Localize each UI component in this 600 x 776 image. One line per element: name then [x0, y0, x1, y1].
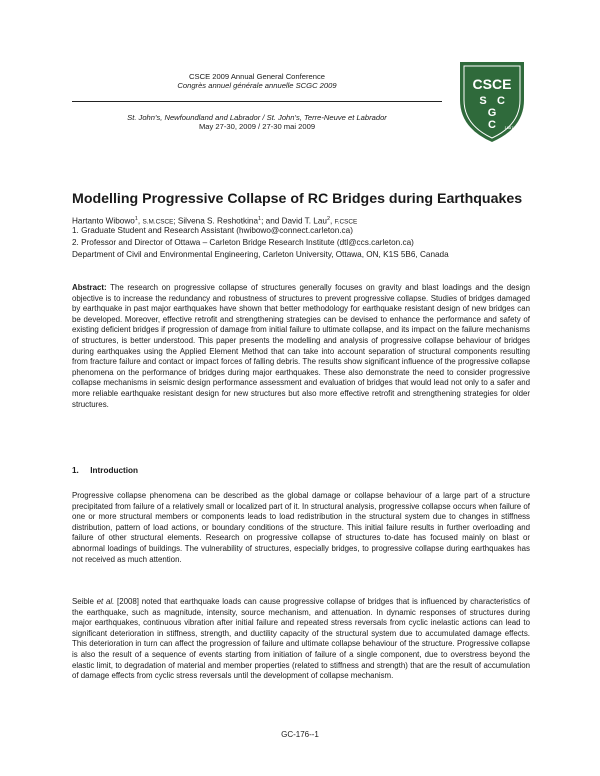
logo-year: 1887: [504, 125, 514, 130]
department: Department of Civil and Environmental Engineering, Carleton University, Ottawa, ON, K1S 5B6, Canada: [72, 250, 449, 259]
author-1-title: S.M.CSCE: [142, 218, 174, 226]
author-2-name: Silvena S. Reshotkina: [177, 216, 259, 226]
author-line: Hartanto Wibowo$^1$, S.M.CSCE; Silvena S. Reshotkina$^1$; and David T. Lau$^2$, F.CSCE: [72, 216, 358, 226]
abstract-label: Abstract:: [72, 283, 107, 292]
affiliation-1: 1. Graduate Student and Research Assistant (hwibowo@connect.carleton.ca): [72, 226, 353, 235]
intro-paragraph-1: Progressive collapse phenomena can be described as the global damage or collapse behaviour of a large part of a structure precipitated from failure of a relatively small or localized part of it. In structural analysis, progressive collapse occurs when failure of one or more structural members or components leads to load redistribution in the structural system due to changes in stiffness distribution, pattern of load actions, or boundary conditions of the structure. This initial failure results in further overloading and failure of other structural elements. Research on progressive collapse of structures to-date has focused mainly on blast or abnormal loadings of buildings. The vulnerability of structures, especially bridges, to progressive collapse during earthquakes has not received as much attention.: [72, 491, 530, 564]
abstract-text: The research on progressive collapse of structures generally focuses on gravity and blast loadings and the design objective is to increase the redundancy and robustness of structures to prevent progressive collapse. Studies of bridges damaged by earthquake in past major earthquakes have shown that better methodology for earthquake resistant design of new bridges can be developed. Moreover, effective retrofit and strengthening strategies can be devised to enhance the performance and safety of existing deficient bridges if progression of damage from initial failure to ultimate collapse, and its impact on the failure mechanisms of structures, is better understood. This paper presents the modelling and analysis of progressive collapse behaviour of bridges during earthquakes using the Applied Element Method that can take into account separation of structural components resulting from fracture failure and contact or impact forces of falling debris. The results show significant influence of the progressive collapse phenomena on the performance of bridges during major earthquakes. These also demonstrate the need to consider progressive collapse mechanisms in seismic design performance assessment and evaluation of bridges that would lead not only to a safer and more reliable earthquake resistant design for new structures but also more effective retrofit and strengthening strategies for older structures.: [72, 283, 530, 409]
conference-title-en: CSCE 2009 Annual General Conference: [189, 72, 325, 81]
author-3-sup: 2: [326, 216, 330, 222]
logo-letter-3: G: [487, 107, 497, 119]
author-3-name: and David T. Lau: [265, 216, 327, 226]
logo-letter-1: S: [479, 95, 487, 107]
intro-paragraph-2: [72, 597, 530, 682]
page-number: GC-176--1: [281, 730, 319, 739]
abstract: [72, 283, 530, 410]
author-3-title: F.CSCE: [334, 218, 358, 226]
logo-top-text: CSCE: [472, 76, 512, 92]
section-number: 1.: [72, 466, 79, 475]
logo-letter-2: C: [497, 95, 505, 107]
affiliation-2: 2. Professor and Director of Ottawa – Carleton Bridge Research Institute (dtl@ccs.carleton.ca): [72, 238, 414, 247]
intro-paragraph-2-text: [2008] noted that earthquake loads can cause progressive collapse of bridges that is influenced by characteristics of the earthquake, such as magnitude, intensity, source mechanism, and attenuation. In dynamic responses of structures during major earthquakes, continuous vibration after initial failure and repeated stress reversals from cyclic inelastic actions can lead to significant deterioration in stiffness, strength, and ductility capacity of the structural system due to accumulated damage effects. This deterioration in turn can affect the progression of failure and ultimate collapse behaviour of the structure. Progressive collapse is also the result of a sequence of events starting from initiation of failure of a single component, due to overstress beyond the elastic limit, to degradation of material and member properties (related to stiffness and strength) that are the result of accumulation of damage effects from cyclic stress reversals until the development of collapse mechanism.: [72, 597, 530, 681]
author-1-sup: 1: [134, 216, 138, 222]
logo-letter-4: C: [488, 119, 496, 131]
citation-name: Seible: [72, 597, 94, 606]
author-1-name: Hartanto Wibowo: [72, 216, 135, 226]
author-2-sup: 1: [258, 216, 262, 222]
section-title: Introduction: [90, 466, 139, 475]
citation-etal: et al.: [96, 597, 115, 606]
csce-logo: [456, 56, 528, 144]
header-rule: [72, 101, 442, 102]
section-heading: [72, 466, 138, 475]
conference-title-fr: Congrès annuel générale annuelle SCGC 2009: [177, 81, 337, 90]
paper-title: Modelling Progressive Collapse of RC Bridges during Earthquakes: [72, 191, 523, 207]
conference-dates: May 27-30, 2009 / 27-30 mai 2009: [198, 122, 316, 131]
conference-location: St. John's, Newfoundland and Labrador / St. John's, Terre-Neuve et Labrador: [127, 113, 387, 122]
